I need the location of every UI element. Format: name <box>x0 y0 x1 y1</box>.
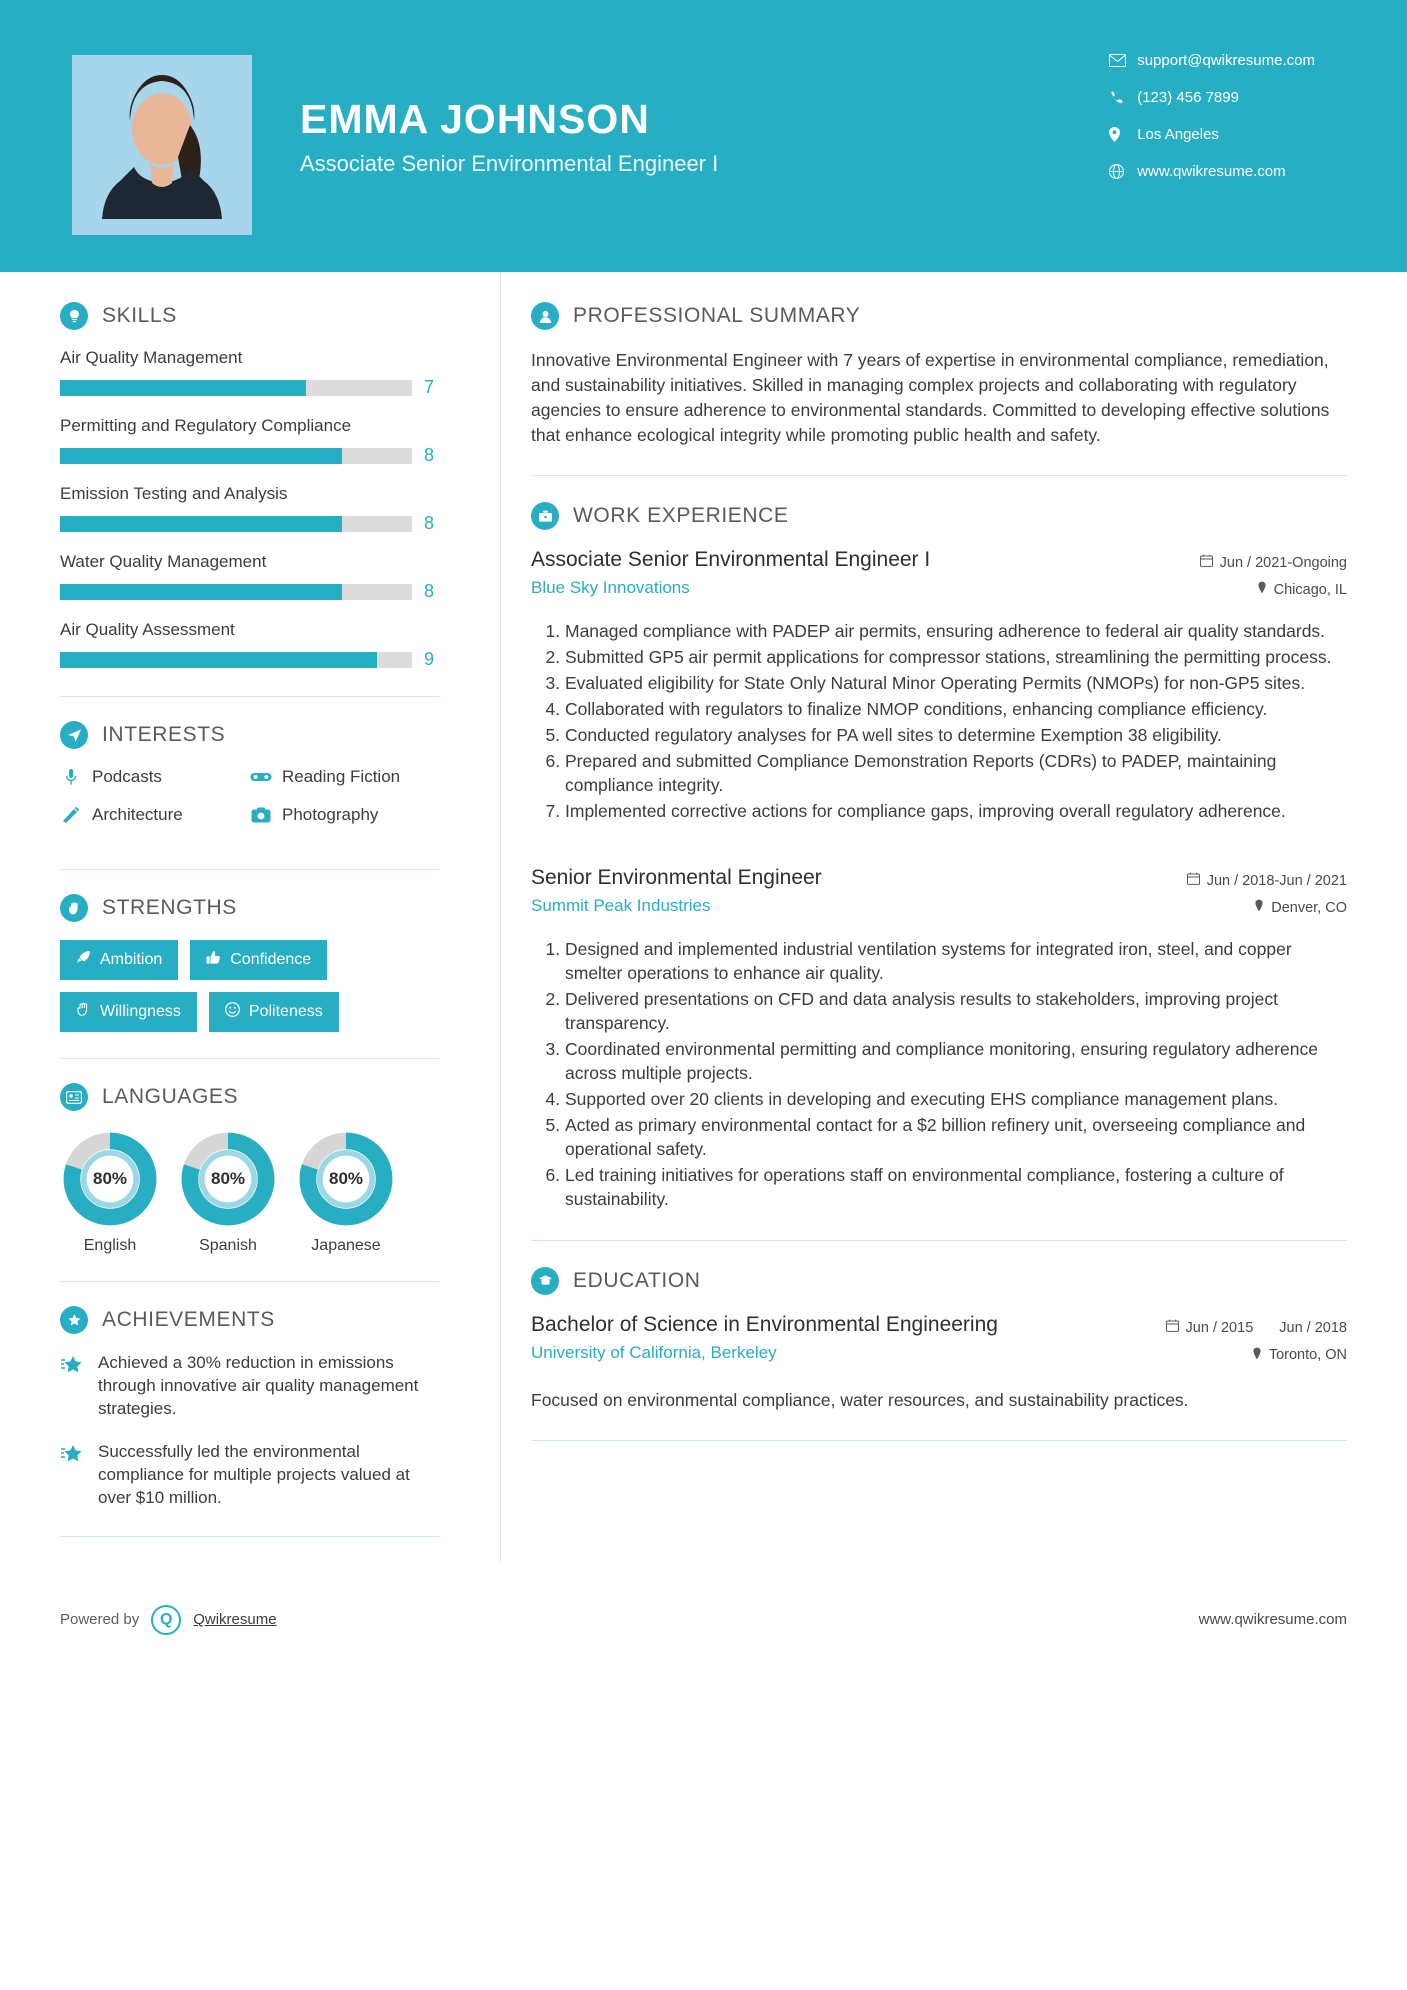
section-header-experience <box>531 502 1347 530</box>
interest-label: Photography <box>282 805 379 824</box>
language-list <box>60 1129 440 1255</box>
skill-bar <box>60 380 412 396</box>
contact-location-value: Los Angeles <box>1137 126 1219 143</box>
send-icon <box>60 721 88 749</box>
powered-by <box>60 1605 277 1635</box>
job-title: Associate Senior Environmental Engineer I <box>531 548 931 572</box>
skill-item <box>60 552 440 602</box>
contact-location[interactable] <box>1109 126 1315 143</box>
education-location <box>1166 1347 1347 1364</box>
calendar-icon <box>1187 872 1200 889</box>
achievement-item <box>60 1352 440 1421</box>
section-header-summary <box>531 302 1347 330</box>
job-bullet: 7. Implemented corrective actions for compliance gaps, improving overall regulatory adherence. <box>565 800 1347 824</box>
interest-item <box>250 805 440 825</box>
skill-bar <box>60 584 412 600</box>
divider <box>60 696 440 697</box>
skill-item <box>60 348 440 398</box>
section-title-summary: PROFESSIONAL SUMMARY <box>573 304 861 327</box>
strength-label: Willingness <box>100 1003 181 1020</box>
education-dates <box>1166 1319 1347 1337</box>
skill-label: Water Quality Management <box>60 552 267 571</box>
job-location-value: Chicago, IL <box>1273 581 1347 598</box>
degree-title: Bachelor of Science in Environmental Engineering <box>531 1312 998 1336</box>
summary-text: Innovative Environmental Engineer with 7 years of expertise in environmental compliance, remediation, and sustainability initiatives. Skilled in managing complex projects and collaborating with regulatory agencies to ensure adherence to environmental standards. Committed to developing effective solutions that enhance ecological integrity while promoting public health and safety. <box>531 350 1330 445</box>
strength-item <box>60 992 197 1032</box>
education-item <box>531 1313 1347 1413</box>
job-company: Blue Sky Innovations <box>531 578 690 598</box>
language-label: Spanish <box>199 1237 257 1254</box>
strength-item <box>209 992 339 1032</box>
briefcase-icon <box>531 502 559 530</box>
education-location-value: Toronto, ON <box>1268 1347 1347 1364</box>
rocket-icon <box>76 950 91 970</box>
language-label: English <box>83 1237 137 1254</box>
job-bullet: 3. Evaluated eligibility for State Only Natural Minor Operating Permits (NMOPs) for non-GP5 sites. <box>565 672 1347 696</box>
education-end: Jun / 2018 <box>1279 1319 1347 1336</box>
job-dates-value: Jun / 2018-Jun / 2021 <box>1206 872 1347 889</box>
achievement-text: Successfully led the environmental compliance for multiple projects valued at over $10 million. <box>98 1441 410 1507</box>
contact-phone[interactable] <box>1109 89 1315 106</box>
camera-icon <box>250 807 272 823</box>
smile-icon <box>225 1002 240 1022</box>
job-bullet: 3. Coordinated environmental permitting and compliance monitoring, ensuring regulatory adherence across multiple projects. <box>565 1038 1347 1086</box>
section-title-education: EDUCATION <box>573 1268 701 1292</box>
microphone-icon <box>60 768 82 786</box>
contact-list <box>1109 52 1315 200</box>
calendar-icon <box>1166 1319 1179 1336</box>
language-percent: 80% <box>328 1169 364 1188</box>
user-icon <box>531 302 559 330</box>
hand-icon <box>60 894 88 922</box>
job-bullet: 1. Designed and implemented industrial ventilation systems for integrated iron, steel, and copper smelter operations to enhance air quality. <box>565 938 1347 986</box>
skill-value: 8 <box>424 513 435 533</box>
job-title: Senior Environmental Engineer <box>531 866 822 890</box>
calendar-icon <box>1200 554 1213 571</box>
main-content <box>500 272 1407 1561</box>
strength-label: Politeness <box>248 1003 323 1020</box>
skill-label: Air Quality Assessment <box>60 620 235 639</box>
contact-email-value: support@qwikresume.com <box>1137 52 1315 69</box>
job-dates <box>1200 554 1347 571</box>
contact-website[interactable] <box>1109 163 1315 180</box>
section-header-achievements <box>60 1306 440 1334</box>
strength-item <box>60 940 178 980</box>
job-bullet: 5. Conducted regulatory analyses for PA well sites to determine Exemption 38 eligibility. <box>565 724 1347 748</box>
resume-header <box>0 0 1407 272</box>
star-icon <box>60 1352 86 1421</box>
candidate-name: EMMA JOHNSON <box>300 96 650 142</box>
language-item <box>60 1129 160 1255</box>
skill-bar <box>60 516 412 532</box>
section-title-interests: INTERESTS <box>102 723 226 746</box>
skill-label: Permitting and Regulatory Compliance <box>60 416 352 435</box>
pin-icon <box>1257 581 1267 598</box>
divider <box>531 1240 1347 1241</box>
graduation-icon <box>531 1267 559 1295</box>
section-header-skills <box>60 302 440 330</box>
job-location <box>1200 581 1347 598</box>
footer-website[interactable]: www.qwikresume.com <box>1198 1611 1347 1629</box>
glasses-icon <box>250 771 272 783</box>
sidebar <box>0 272 500 1561</box>
job-bullet: 5. Acted as primary environmental contact for a $2 billion refinery unit, overseeing compliance and operational safety. <box>565 1114 1347 1162</box>
candidate-title: Associate Senior Environmental Engineer I <box>300 151 719 176</box>
skill-item <box>60 620 440 670</box>
language-donut <box>60 1129 160 1229</box>
language-percent: 80% <box>210 1169 246 1188</box>
phone-icon <box>1109 91 1137 105</box>
section-header-education <box>531 1267 1347 1295</box>
interest-label: Podcasts <box>92 767 162 786</box>
job-bullet: 6. Prepared and submitted Compliance Demonstration Reports (CDRs) to PADEP, maintaining compliance integrity. <box>565 750 1347 798</box>
divider <box>60 1536 440 1537</box>
job-location <box>1187 899 1347 916</box>
skill-value: 7 <box>424 377 435 397</box>
qwikresume-link[interactable]: Qwikresume <box>193 1611 277 1629</box>
powered-by-label: Powered by <box>60 1611 140 1629</box>
section-title-strengths: STRENGTHS <box>102 896 237 919</box>
mail-icon <box>1109 54 1137 67</box>
job-location-value: Denver, CO <box>1271 899 1347 916</box>
divider <box>60 869 440 870</box>
education-description: Focused on environmental compliance, water resources, and sustainability practices. <box>531 1389 1189 1410</box>
avatar <box>72 55 252 235</box>
skill-bar <box>60 448 412 464</box>
section-title-experience: WORK EXPERIENCE <box>573 504 789 528</box>
section-title-skills: SKILLS <box>102 304 177 327</box>
job-bullet: 4. Supported over 20 clients in developing and executing EHS compliance management plans. <box>565 1088 1347 1112</box>
name-block <box>300 96 718 177</box>
language-card-icon <box>60 1083 88 1111</box>
contact-phone-value: (123) 456 7899 <box>1137 89 1239 106</box>
interest-item <box>60 767 250 787</box>
job-bullets <box>565 620 1347 824</box>
strength-label: Ambition <box>100 951 163 968</box>
resume-body <box>0 272 1407 1561</box>
job-meta <box>1200 548 1347 608</box>
section-header-languages <box>60 1083 440 1111</box>
location-icon <box>1109 127 1137 142</box>
language-donut <box>296 1129 396 1229</box>
strength-label: Confidence <box>230 951 312 968</box>
interest-item <box>60 805 250 825</box>
strength-item <box>190 940 327 980</box>
job-company: Summit Peak Industries <box>531 896 711 916</box>
experience-item <box>531 866 1347 1212</box>
language-donut <box>178 1129 278 1229</box>
job-bullet: 1. Managed compliance with PADEP air permits, ensuring adherence to federal air quality standards. <box>565 620 1347 644</box>
achievement-text: Achieved a 30% reduction in emissions through innovative air quality management strategies. <box>98 1353 419 1418</box>
interest-item <box>250 767 440 787</box>
ruler-icon <box>60 806 82 824</box>
qwikresume-logo-icon: Q <box>151 1605 181 1635</box>
school-name: University of California, Berkeley <box>531 1342 777 1362</box>
contact-website-value: www.qwikresume.com <box>1137 163 1286 180</box>
language-item <box>178 1129 278 1255</box>
divider <box>531 475 1347 476</box>
achievement-item <box>60 1441 440 1510</box>
skill-label: Emission Testing and Analysis <box>60 484 288 503</box>
job-bullet: 6. Led training initiatives for operations staff on environmental compliance, fostering a culture of sustainability. <box>565 1164 1347 1212</box>
interest-list <box>60 767 440 843</box>
job-dates-value: Jun / 2021-Ongoing <box>1219 554 1347 571</box>
avatar-illustration <box>72 55 252 235</box>
divider <box>531 1440 1347 1441</box>
interest-label: Architecture <box>92 805 183 824</box>
divider <box>60 1281 440 1282</box>
section-header-strengths <box>60 894 440 922</box>
job-bullet: 4. Collaborated with regulators to finalize NMOP conditions, enhancing compliance efficiency. <box>565 698 1347 722</box>
skill-value: 9 <box>424 649 435 669</box>
job-bullet: 2. Submitted GP5 air permit applications for compressor stations, streamlining the permitting process. <box>565 646 1347 670</box>
resume-footer <box>0 1581 1407 1661</box>
job-bullets <box>565 938 1347 1212</box>
divider <box>60 1058 440 1059</box>
section-header-interests <box>60 721 440 749</box>
hand-icon <box>76 1002 91 1022</box>
skill-bar <box>60 652 412 668</box>
section-title-achievements: ACHIEVEMENTS <box>102 1308 275 1331</box>
pin-icon <box>1252 1347 1262 1364</box>
language-label: Japanese <box>311 1237 381 1254</box>
star-badge-icon <box>60 1306 88 1334</box>
interest-label: Reading Fiction <box>282 767 401 786</box>
skill-item <box>60 484 440 534</box>
language-percent: 80% <box>92 1169 128 1188</box>
experience-item <box>531 548 1347 824</box>
section-title-languages: LANGUAGES <box>102 1085 239 1108</box>
thumbs-up-icon <box>206 950 221 970</box>
globe-icon <box>1109 164 1137 179</box>
contact-email[interactable] <box>1109 52 1315 69</box>
language-item <box>296 1129 396 1255</box>
skill-value: 8 <box>424 581 435 601</box>
skill-item <box>60 416 440 466</box>
job-dates <box>1187 872 1347 889</box>
strength-list <box>60 940 440 1032</box>
pin-icon <box>1254 899 1264 916</box>
star-icon <box>60 1441 86 1510</box>
skill-value: 8 <box>424 445 435 465</box>
education-start: Jun / 2015 <box>1185 1319 1254 1336</box>
lightbulb-icon <box>60 302 88 330</box>
job-bullet: 2. Delivered presentations on CFD and data analysis results to stakeholders, improving project transparency. <box>565 988 1347 1036</box>
skill-label: Air Quality Management <box>60 348 243 367</box>
education-meta <box>1166 1313 1347 1374</box>
job-meta <box>1187 866 1347 926</box>
